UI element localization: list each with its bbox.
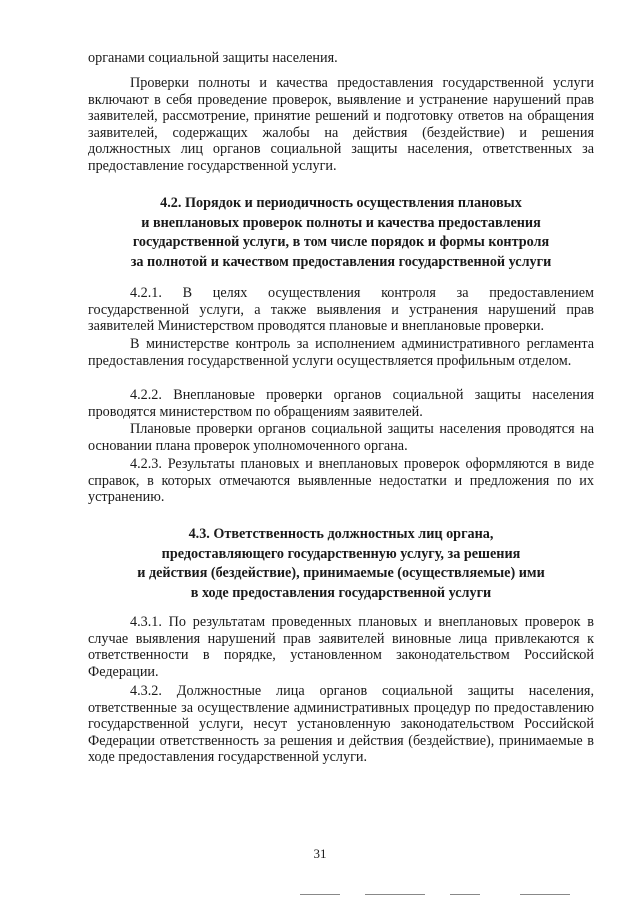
paragraph-continuation: органами социальной защиты населения.: [88, 50, 338, 66]
paragraph-4-2-2-b: Плановые проверки органов социальной защиты населения проводятся на основании плана проверок уполномоченного органа.: [88, 421, 594, 454]
page-number: 31: [313, 846, 327, 861]
section-heading-4-3: [88, 525, 594, 603]
section-heading-4-2: [88, 194, 594, 272]
paragraph-4-2-1-b: В министерстве контроль за исполнением административного регламента предоставления государственной услуги осуществляется профильным отделом.: [88, 336, 594, 369]
paragraph-checks-scope: Проверки полноты и качества предоставления государственной услуги включают в себя проведение проверок, выявление и устранение нарушений прав заявителей, рассмотрение, принятие решений и подготовку ответов на обращения заявителей, содержащих жалобы на действия (бездействие) и решения должностных лиц органов социальной защиты населения, ответственных за предоставление государственной услуги.: [88, 75, 594, 174]
heading-line: 4.2. Порядок и периодичность осуществления плановых: [160, 195, 522, 211]
paragraph-4-3-1: 4.3.1. По результатам проведенных плановых и внеплановых проверок в случае выявления нарушений прав заявителей виновные лица привлекаются к ответственности в порядке, установленном законодательством Российской Федерации.: [88, 614, 594, 680]
heading-line: за полнотой и качеством предоставления государственной услуги: [130, 253, 552, 270]
scan-artifact-line: [520, 894, 570, 895]
paragraph-4-2-2: 4.2.2. Внеплановые проверки органов социальной защиты населения проводятся министерством по обращениям заявителей.: [88, 387, 594, 420]
heading-line: предоставляющего государственную услугу, за решения: [161, 545, 521, 562]
paragraph-4-2-1: 4.2.1. В целях осуществления контроля за предоставлением государственной услуги, а также выявления и устранения нарушений прав заявителей Министерством проводятся плановые и внеплановые проверки.: [88, 285, 594, 335]
scan-artifact-line: [450, 894, 480, 895]
scan-artifact-line: [365, 894, 425, 895]
scan-artifact-line: [300, 894, 340, 895]
heading-line: государственной услуги, в том числе порядок и формы контроля: [132, 234, 550, 250]
heading-line: и действия (бездействие), принимаемые (осуществляемые) ими: [137, 565, 545, 581]
paragraph-4-3-2: 4.3.2. Должностные лица органов социальной защиты населения, ответственные за осуществление административных процедур по предоставлению государственной услуги, несут установленную законодательством Российской Федерации ответственность за решения и действия (бездействие), принимаемые в ходе предоставления государственной услуги.: [88, 683, 594, 766]
heading-line: в ходе предоставления государственной услуги: [190, 584, 492, 601]
heading-line: и внеплановых проверок полноты и качества предоставления: [141, 214, 541, 231]
heading-line: 4.3. Ответственность должностных лиц органа,: [188, 526, 494, 542]
paragraph-4-2-3: 4.2.3. Результаты плановых и внеплановых проверок оформляются в виде справок, в которых отмечаются выявленные недостатки и предложения по их устранению.: [88, 456, 594, 506]
